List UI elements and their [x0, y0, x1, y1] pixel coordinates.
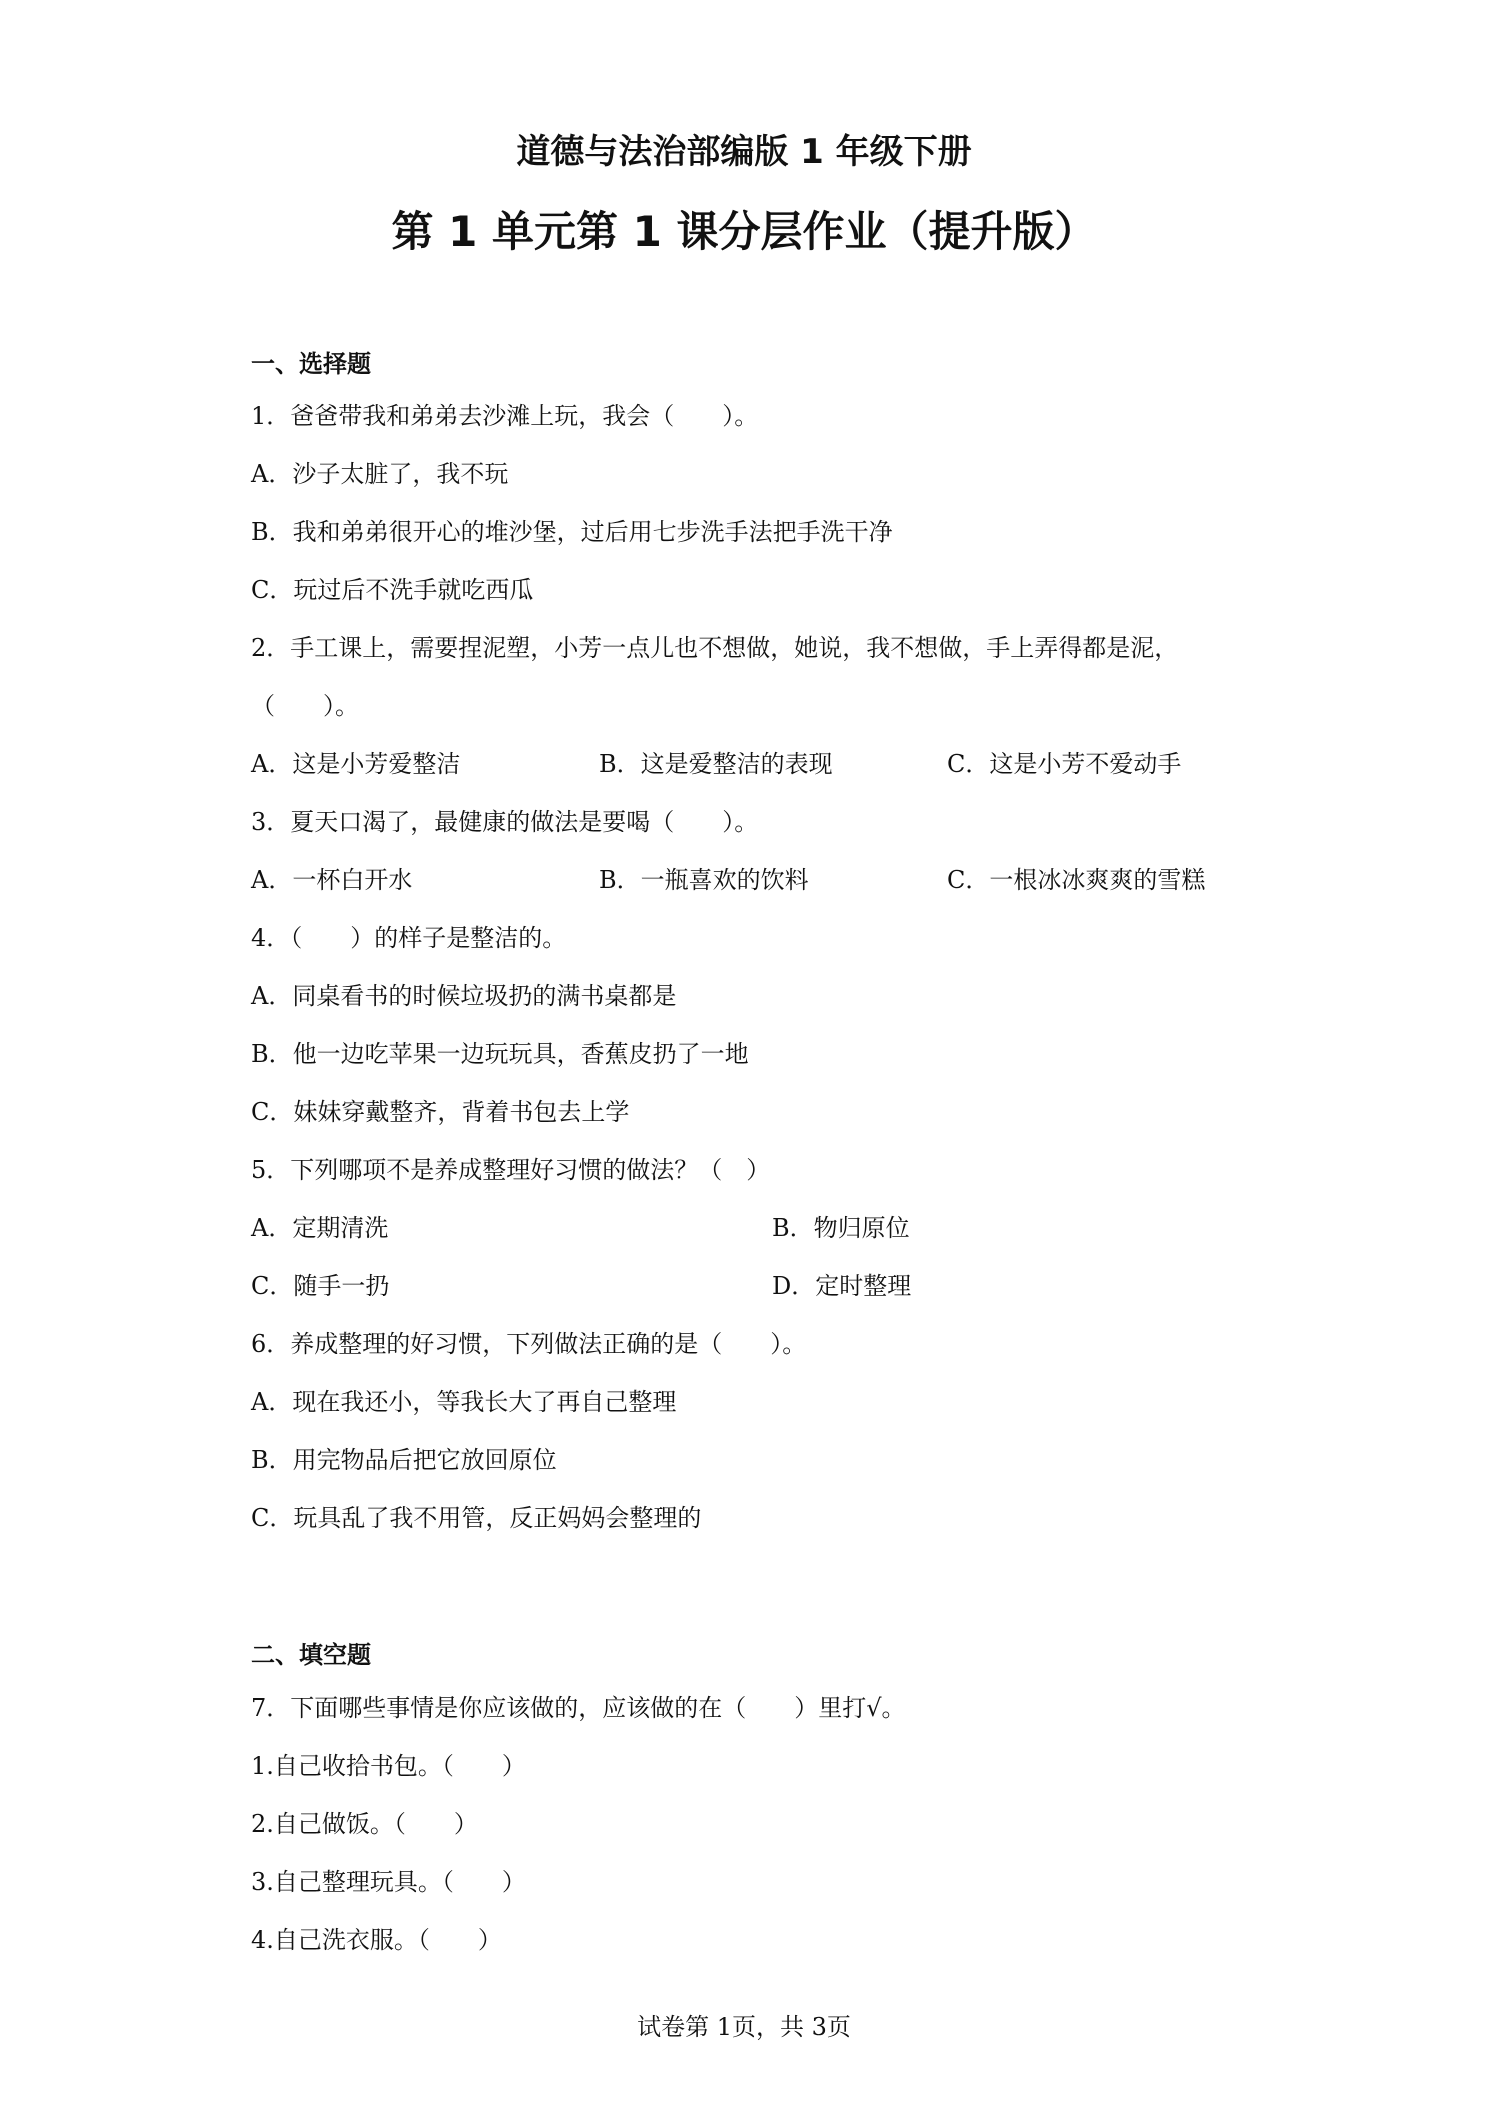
question-5-stem: 5．下列哪项不是养成整理好习惯的做法？（ ） [251, 1156, 771, 1184]
question-3-option-a: A．一杯白开水 [251, 866, 413, 894]
question-3-stem: 3．夏天口渴了，最健康的做法是要喝（ ）。 [251, 808, 759, 836]
question-2-option-c: C．这是小芳不爱动手 [947, 750, 1182, 778]
question-6-option-b: B．用完物品后把它放回原位 [251, 1446, 557, 1474]
question-7-stem: 7．下面哪些事情是你应该做的，应该做的在（ ）里打√。 [251, 1694, 906, 1722]
question-7-item-3: 3.自己整理玩具。（ ） [251, 1868, 526, 1896]
question-7-item-1: 1.自己收拾书包。（ ） [251, 1752, 526, 1780]
question-4-option-a: A．同桌看书的时候垃圾扔的满书桌都是 [251, 982, 677, 1010]
question-7-item-2: 2.自己做饭。（ ） [251, 1810, 478, 1838]
question-1-option-a: A．沙子太脏了，我不玩 [251, 460, 509, 488]
question-5-option-c: C．随手一扔 [251, 1272, 390, 1300]
page-footer: 试卷第 1页，共 3页 [637, 2013, 851, 2041]
question-5-option-d: D．定时整理 [772, 1272, 912, 1300]
question-6-option-a: A．现在我还小，等我长大了再自己整理 [251, 1388, 677, 1416]
question-4-option-b: B．他一边吃苹果一边玩玩具，香蕉皮扔了一地 [251, 1040, 749, 1068]
question-3-option-b: B．一瓶喜欢的饮料 [599, 866, 809, 894]
question-2-option-b: B．这是爱整洁的表现 [599, 750, 833, 778]
question-6-stem: 6．养成整理的好习惯，下列做法正确的是（ ）。 [251, 1330, 807, 1358]
question-4-stem: 4．（ ）的样子是整洁的。 [251, 924, 567, 952]
question-1-stem: 1．爸爸带我和弟弟去沙滩上玩，我会（ ）。 [251, 402, 759, 430]
document-subtitle: 第 1 单元第 1 课分层作业（提升版） [391, 207, 1097, 256]
question-2-option-a: A．这是小芳爱整洁 [251, 750, 461, 778]
question-2-stem: 2．手工课上，需要捏泥塑，小芳一点儿也不想做，她说，我不想做，手上弄得都是泥， [251, 634, 1179, 662]
section-heading-fill: 二、填空题 [251, 1641, 371, 1669]
document-title: 道德与法治部编版 1 年级下册 [516, 132, 972, 172]
question-5-option-a: A．定期清洗 [251, 1214, 389, 1242]
question-1-option-c: C．玩过后不洗手就吃西瓜 [251, 576, 534, 604]
question-2-stem-cont: （ ）。 [251, 692, 359, 720]
question-3-option-c: C．一根冰冰爽爽的雪糕 [947, 866, 1206, 894]
question-1-option-b: B．我和弟弟很开心的堆沙堡，过后用七步洗手法把手洗干净 [251, 518, 893, 546]
section-heading-choice: 一、选择题 [251, 350, 371, 378]
question-5-option-b: B．物归原位 [772, 1214, 910, 1242]
question-4-option-c: C．妹妹穿戴整齐，背着书包去上学 [251, 1098, 630, 1126]
question-6-option-c: C．玩具乱了我不用管，反正妈妈会整理的 [251, 1504, 702, 1532]
question-7-item-4: 4.自己洗衣服。（ ） [251, 1926, 502, 1954]
